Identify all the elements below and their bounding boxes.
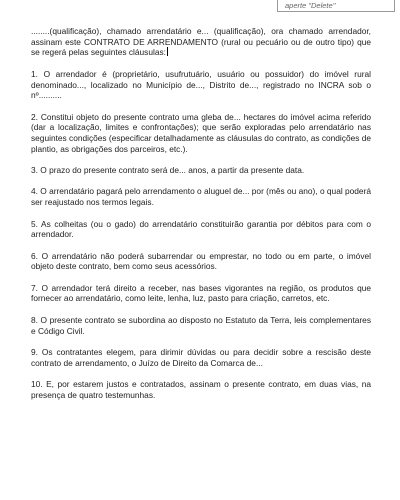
- delete-hint-tooltip: [277, 0, 395, 12]
- clause-10[interactable]: 10. E, por estarem justos e contratados, assinam o presente contrato, em duas vias, na presença de quatro testemunhas.: [31, 379, 371, 400]
- paragraph-intro[interactable]: ........(qualificação), chamado arrendatário e... (qualificação), ora chamado arrendador, assinam este CONTRATO DE ARRENDAMENTO (rural ou pecuário ou de outro tipo) que se regerá pelas seguintes cláusulas:: [31, 26, 371, 58]
- clause-8[interactable]: 8. O presente contrato se subordina ao disposto no Estatuto da Terra, leis complementares e Código Civil.: [31, 314, 371, 336]
- contract-document[interactable]: [31, 26, 371, 411]
- clause-4[interactable]: 4. O arrendatário pagará pelo arrendamento o aluguel de... por (mês ou ano), o qual poderá ser reajustado nos termos legais.: [31, 186, 371, 208]
- clause-3[interactable]: 3. O prazo do presente contrato será de... anos, a partir da presente data.: [31, 165, 305, 176]
- clause-5[interactable]: 5. As colheitas (ou o gado) do arrendatário constituirão garantia por débitos para com o arrendador.: [31, 218, 371, 240]
- text-cursor: [167, 47, 168, 56]
- clause-9[interactable]: 9. Os contratantes elegem, para dirimir dúvidas ou para decidir sobre a rescisão deste contrato de arrendamento, o Juízo de Direito da Comarca de...: [31, 346, 371, 368]
- clause-6[interactable]: 6. O arrendatário não poderá subarrendar ou emprestar, no todo ou em parte, o imóvel objeto deste contrato, bem como seus acessórios.: [31, 250, 371, 272]
- clause-2[interactable]: 2. Constitui objeto do presente contrato uma gleba de... hectares do imóvel acima referido (dar a localização, limites e confrontações); que serão exploradas pelo arrendatário nas seguintes condições (especificar detalhadamente as cláusulas do contrato, as condições de plantio, as obrigações dos parceiros, etc.).: [31, 111, 371, 154]
- delete-hint-text: aperte "Delete": [285, 1, 336, 10]
- clause-1[interactable]: 1. O arrendador é (proprietário, usufrutuário, usuário ou possuidor) do imóvel rural denominado..., localizado no Município de..., Distrito de..., registrado no INCRA sob o nº..........: [31, 68, 371, 101]
- clause-7[interactable]: 7. O arrendador terá direito a receber, nas bases vigorantes na região, os produtos que fornecer ao arrendatário, como leite, lenha, luz, pasto para criação, carretos, etc.: [31, 282, 371, 304]
